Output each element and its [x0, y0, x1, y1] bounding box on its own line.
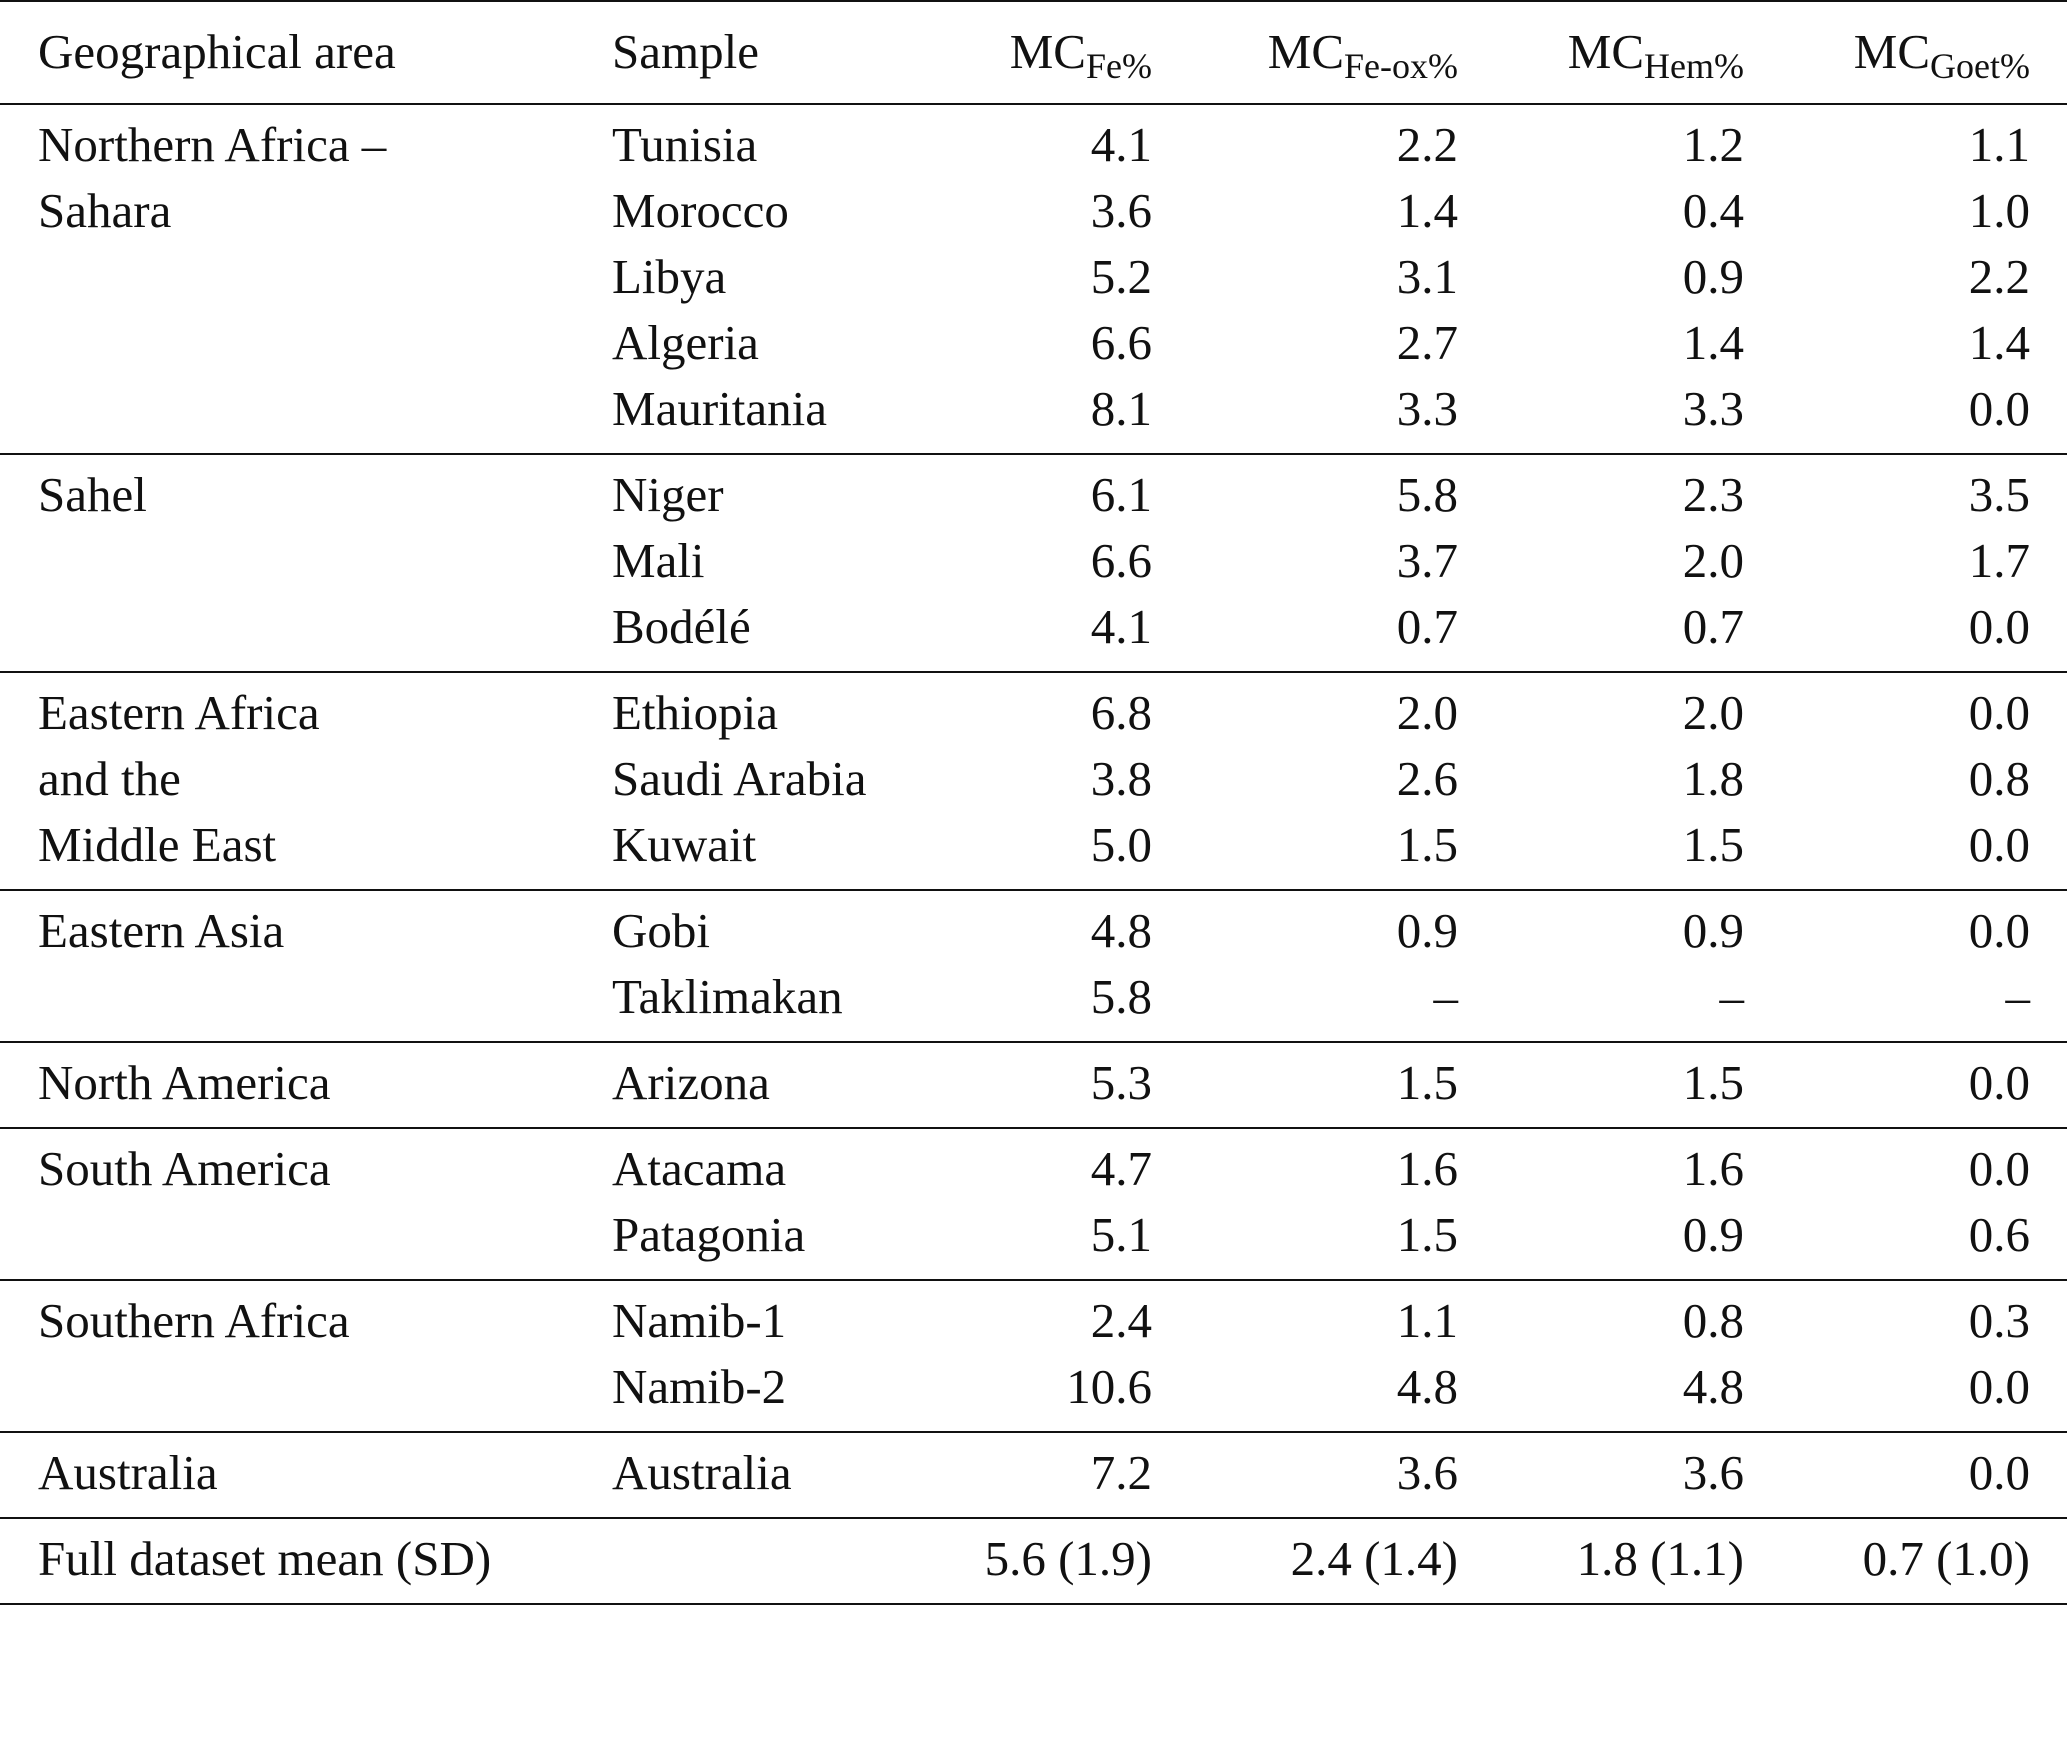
cell-mc-goet: 2.2	[1968, 249, 2030, 304]
cell-mc-goet: 1.4	[1968, 315, 2030, 370]
cell-mc-hem: 2.0	[1682, 685, 1744, 740]
cell-sample: Libya	[612, 249, 727, 304]
cell-mc-hem: 1.4	[1682, 315, 1744, 370]
group-rule	[0, 1279, 2067, 1281]
cell-mc-hem: 1.6	[1682, 1141, 1744, 1196]
cell-mc-fe: 8.1	[1090, 381, 1152, 436]
cell-mc-fe: 6.6	[1090, 533, 1152, 588]
cell-mc-goet: –	[2005, 969, 2030, 1024]
cell-mc-goet: 1.1	[1968, 117, 2030, 172]
header-mc-goet-sub: Goet%	[1930, 46, 2030, 86]
group-rule	[0, 1041, 2067, 1043]
cell-sample: Patagonia	[612, 1207, 806, 1262]
cell-sample: Niger	[612, 467, 724, 522]
cell-mc-feox: 3.3	[1396, 381, 1458, 436]
cell-mc-fe: 5.1	[1090, 1207, 1152, 1262]
cell-mc-fe: 4.7	[1090, 1141, 1152, 1196]
table-row	[0, 594, 2067, 660]
header-mc-feox-sub: Fe-ox%	[1344, 46, 1458, 86]
table-row	[0, 1526, 2067, 1592]
cell-mc-feox: 1.5	[1396, 817, 1458, 872]
cell-mc-feox: 2.2	[1396, 117, 1458, 172]
cell-mc-hem: –	[1719, 969, 1744, 1024]
group-rule	[0, 1127, 2067, 1129]
table-row	[0, 746, 2067, 812]
table-row	[0, 244, 2067, 310]
table-row	[0, 310, 2067, 376]
cell-mc-feox: 0.7	[1396, 599, 1458, 654]
cell-mc-fe: 5.2	[1090, 249, 1152, 304]
cell-sample: Morocco	[612, 183, 789, 238]
cell-mc-fe: 6.1	[1090, 467, 1152, 522]
cell-mc-fe: 2.4	[1090, 1293, 1152, 1348]
cell-mc-goet: 1.0	[1968, 183, 2030, 238]
cell-mc-goet: 1.7	[1968, 533, 2030, 588]
cell-mc-feox: 1.1	[1396, 1293, 1458, 1348]
cell-mc-hem: 0.9	[1682, 903, 1744, 958]
header-mc-feox-base: MC	[1267, 24, 1345, 79]
table-row	[0, 680, 2067, 746]
cell-mc-feox: 3.7	[1396, 533, 1458, 588]
cell-mc-feox: 4.8	[1396, 1359, 1458, 1414]
cell-sample: Australia	[612, 1445, 792, 1500]
cell-mc-goet: 0.0	[1968, 381, 2030, 436]
cell-mc-fe: 7.2	[1090, 1445, 1152, 1500]
group-rule	[0, 453, 2067, 455]
cell-sample: Kuwait	[612, 817, 757, 872]
cell-mc-feox: 1.6	[1396, 1141, 1458, 1196]
cell-mc-goet: 0.0	[1968, 1055, 2030, 1110]
cell-mc-goet: 3.5	[1968, 467, 2030, 522]
cell-sample: Arizona	[612, 1055, 770, 1110]
group-area-label: Southern Africa	[38, 1293, 350, 1348]
cell-mc-feox: 3.1	[1396, 249, 1458, 304]
cell-sample: Tunisia	[612, 117, 758, 172]
header-mc-feox	[1160, 19, 1458, 85]
table-row	[0, 1288, 2067, 1354]
cell-mc-goet: 0.0	[1968, 685, 2030, 740]
cell-mc-fe: 4.8	[1090, 903, 1152, 958]
group-rule	[0, 671, 2067, 673]
cell-mc-hem: 0.9	[1682, 249, 1744, 304]
cell-mc-hem: 0.4	[1682, 183, 1744, 238]
cell-mc-hem: 1.2	[1682, 117, 1744, 172]
cell-mc-feox: 1.5	[1396, 1055, 1458, 1110]
table-row	[0, 112, 2067, 178]
cell-mc-hem: 1.5	[1682, 1055, 1744, 1110]
group-area-label: Full dataset mean (SD)	[38, 1531, 492, 1586]
cell-mc-hem: 3.6	[1682, 1445, 1744, 1500]
cell-sample: Gobi	[612, 903, 710, 958]
table-row	[0, 1202, 2067, 1268]
table-header	[0, 0, 2067, 104]
cell-mc-fe: 6.6	[1090, 315, 1152, 370]
cell-mc-goet: 0.0	[1968, 1141, 2030, 1196]
cell-mc-fe: 3.8	[1090, 751, 1152, 806]
cell-sample: Ethiopia	[612, 685, 779, 740]
header-area: Geographical area	[38, 24, 396, 79]
cell-mc-fe: 10.6	[1066, 1359, 1152, 1414]
header-sample: Sample	[612, 24, 759, 79]
cell-mc-feox: 2.7	[1396, 315, 1458, 370]
cell-mc-goet: 0.0	[1968, 1359, 2030, 1414]
group-area-label: Eastern Asia	[38, 903, 285, 958]
cell-mc-hem: 4.8	[1682, 1359, 1744, 1414]
table-row	[0, 462, 2067, 528]
group-area-label: Australia	[38, 1445, 218, 1500]
cell-mc-feox: 2.0	[1396, 685, 1458, 740]
header-mc-fe-base: MC	[1009, 24, 1086, 79]
cell-mc-hem: 1.8 (1.1)	[1576, 1531, 1744, 1586]
header-mc-fe-sub: Fe%	[1086, 46, 1152, 86]
group-area-label: Northern Africa – Sahara	[38, 117, 387, 238]
cell-mc-feox: 2.6	[1396, 751, 1458, 806]
header-mc-hem-sub: Hem%	[1644, 46, 1744, 86]
table-row	[0, 1136, 2067, 1202]
table-row	[0, 1354, 2067, 1420]
table-row	[0, 528, 2067, 594]
header-rule	[0, 103, 2067, 105]
cell-sample: Namib-1	[612, 1293, 787, 1348]
cell-mc-goet: 0.0	[1968, 599, 2030, 654]
cell-mc-goet: 0.6	[1968, 1207, 2030, 1262]
cell-mc-hem: 1.5	[1682, 817, 1744, 872]
cell-mc-hem: 0.7	[1682, 599, 1744, 654]
cell-mc-goet: 0.0	[1968, 817, 2030, 872]
cell-mc-feox: 5.8	[1396, 467, 1458, 522]
cell-mc-hem: 0.8	[1682, 1293, 1744, 1348]
cell-mc-feox: 0.9	[1396, 903, 1458, 958]
cell-mc-goet: 0.7 (1.0)	[1862, 1531, 2030, 1586]
header-mc-goet-base: MC	[1853, 24, 1931, 79]
cell-mc-goet: 0.8	[1968, 751, 2030, 806]
cell-mc-fe: 6.8	[1090, 685, 1152, 740]
cell-mc-fe: 5.3	[1090, 1055, 1152, 1110]
cell-mc-feox: 3.6	[1396, 1445, 1458, 1500]
cell-mc-fe: 4.1	[1090, 117, 1152, 172]
cell-mc-hem: 2.0	[1682, 533, 1744, 588]
group-area-label: Eastern Africa and the Middle East	[38, 685, 320, 872]
cell-sample: Saudi Arabia	[612, 751, 867, 806]
table-row	[0, 376, 2067, 442]
group-area-label: North America	[38, 1055, 331, 1110]
cell-sample: Mali	[612, 533, 705, 588]
cell-mc-feox: 1.5	[1396, 1207, 1458, 1262]
cell-mc-fe: 5.8	[1090, 969, 1152, 1024]
cell-mc-feox: 2.4 (1.4)	[1290, 1531, 1458, 1586]
cell-mc-goet: 0.3	[1968, 1293, 2030, 1348]
table-row	[0, 1440, 2067, 1506]
cell-mc-fe: 3.6	[1090, 183, 1152, 238]
cell-sample: Mauritania	[612, 381, 827, 436]
cell-mc-fe: 4.1	[1090, 599, 1152, 654]
header-mc-hem-base: MC	[1567, 24, 1645, 79]
cell-sample: Namib-2	[612, 1359, 787, 1414]
group-rule	[0, 889, 2067, 891]
table-row	[0, 1050, 2067, 1116]
cell-mc-goet: 0.0	[1968, 1445, 2030, 1500]
group-rule	[0, 1431, 2067, 1433]
cell-sample: Bodélé	[612, 599, 751, 654]
cell-sample: Algeria	[612, 315, 759, 370]
cell-sample: Taklimakan	[612, 969, 843, 1024]
table-row	[0, 964, 2067, 1030]
group-area-label: South America	[38, 1141, 331, 1196]
group-area-label: Sahel	[38, 467, 147, 522]
cell-sample: Atacama	[612, 1141, 787, 1196]
cell-mc-fe: 5.0	[1090, 817, 1152, 872]
cell-mc-hem: 2.3	[1682, 467, 1744, 522]
header-mc-hem	[1466, 19, 1744, 85]
header-mc-goet	[1752, 19, 2030, 85]
cell-mc-feox: –	[1433, 969, 1458, 1024]
cell-mc-goet: 0.0	[1968, 903, 2030, 958]
group-rule	[0, 1517, 2067, 1519]
table-bottom-rule	[0, 1603, 2067, 1605]
table-row	[0, 178, 2067, 244]
cell-mc-fe: 5.6 (1.9)	[984, 1531, 1152, 1586]
cell-mc-hem: 3.3	[1682, 381, 1744, 436]
table-row	[0, 898, 2067, 964]
table-row	[0, 812, 2067, 878]
header-mc-fe	[900, 19, 1152, 85]
cell-mc-hem: 0.9	[1682, 1207, 1744, 1262]
cell-mc-hem: 1.8	[1682, 751, 1744, 806]
cell-mc-feox: 1.4	[1396, 183, 1458, 238]
